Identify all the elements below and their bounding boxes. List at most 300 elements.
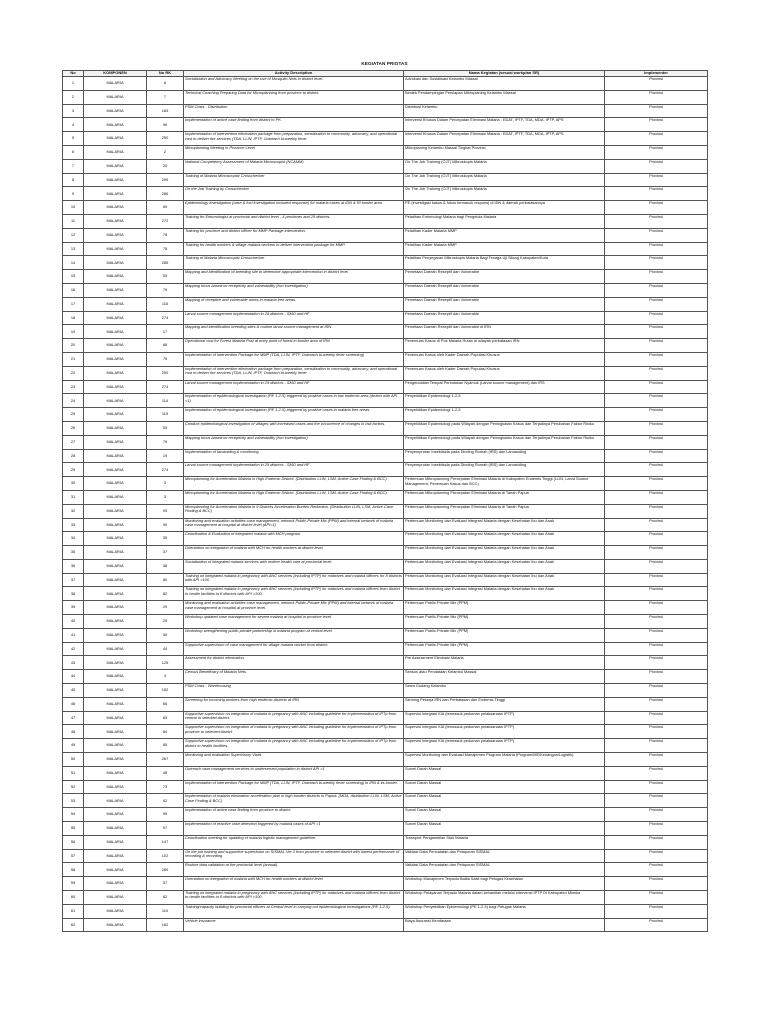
implementer-cell: Provinsi [605, 449, 708, 463]
komponen-cell: MALARIA [84, 297, 147, 311]
no-rk-cell: 53 [147, 421, 184, 435]
table-row [63, 518, 708, 532]
implementer-cell: Provinsi [605, 822, 708, 836]
no-rk-cell: 97 [147, 822, 184, 836]
row-number: 12 [63, 228, 84, 242]
nama-kegiatan-cell: Advokasi dan Sosialisasi Kelambu Massal [404, 77, 605, 91]
no-rk-cell: 125 [147, 656, 184, 670]
no-rk-cell: 114 [147, 394, 184, 408]
row-number: 6 [63, 145, 84, 159]
implementer-cell: Provinsi [605, 656, 708, 670]
komponen-cell: MALARIA [84, 849, 147, 863]
implementer-cell: Provinsi [605, 546, 708, 560]
row-number: 3 [63, 104, 84, 118]
implementer-cell: Provinsi [605, 366, 708, 380]
implementer-cell: Provinsi [605, 159, 708, 173]
komponen-cell: MALARIA [84, 421, 147, 435]
implementer-cell: Provinsi [605, 463, 708, 477]
implementer-cell: Provinsi [605, 118, 708, 132]
no-rk-cell: 3 [147, 477, 184, 491]
table-row [63, 532, 708, 546]
no-rk-cell: 102 [147, 849, 184, 863]
row-number: 36 [63, 559, 84, 573]
implementer-cell: Provinsi [605, 256, 708, 270]
table-row [63, 904, 708, 918]
row-number: 59 [63, 877, 84, 891]
row-number: 19 [63, 325, 84, 339]
row-number: 52 [63, 780, 84, 794]
no-rk-cell: 79 [147, 283, 184, 297]
activity-description-cell: Implementation of intervention Package for MMP (TDA, LLIN, IPTF, Outreach bi-weekly fever screening) [184, 352, 404, 366]
komponen-cell: MALARIA [84, 366, 147, 380]
no-rk-cell: 80 [147, 573, 184, 587]
activity-description-cell: Larvai source management implementation in 29 districts - SMO and HF [184, 380, 404, 394]
activity-description-cell: PSM Costs - Distribution [184, 104, 404, 118]
komponen-cell: MALARIA [84, 877, 147, 891]
activity-description-cell: Monitoring and evaluation activities case management, network Public-Private Mix (PPM) and internal network of malaria case management at hospital at province level. [184, 601, 404, 615]
table-row [63, 297, 708, 311]
nama-kegiatan-cell: Penyelidikan Epidemiologi pada Wilayah dengan Peningkatan Kasus dan Terjadinya Perubahan Faktor Risiko [404, 435, 605, 449]
no-rk-cell: 38 [147, 559, 184, 573]
implementer-cell: Provinsi [605, 615, 708, 629]
nama-kegiatan-cell: Supervisi Integrasi KIA (termasuk pedoman pelaksanaan IPTP) [404, 711, 605, 725]
row-number: 28 [63, 449, 84, 463]
no-rk-cell: 29 [147, 615, 184, 629]
table-row [63, 642, 708, 656]
activity-description-cell: Training/capacity building for provincial officers at Central level in carrying out epidemiological investigations (PE 1-2-5). [184, 904, 404, 918]
nama-kegiatan-cell: Sensus atau Pendataan Kelambu Massal [404, 670, 605, 684]
table-row [63, 311, 708, 325]
table-row [63, 656, 708, 670]
activity-description-cell: Coordination meeting for updating of malaria logistic management guideline. [184, 835, 404, 849]
table-row [63, 711, 708, 725]
nama-kegiatan-cell: Skrining Pekerja IRN dan Perbatasan dan Endemis Tinggi [404, 697, 605, 711]
komponen-cell: MALARIA [84, 449, 147, 463]
nama-kegiatan-cell: Pertemuan Monitoring dan Evaluasi Integrasi Malaria dengan Kesehatan Ibu dan Anak [404, 587, 605, 601]
komponen-cell: MALARIA [84, 794, 147, 808]
implementer-cell: Provinsi [605, 173, 708, 187]
komponen-cell: MALARIA [84, 311, 147, 325]
activity-description-cell: Microplanning for Acceleration Malaria in 9 Districts Acceleration Burden Reduction. (Distribution LLIN, LSM, Active Case Finding & BCC) [184, 504, 404, 518]
nama-kegiatan-cell: PE (investigasi kasus & fokus termasuk respons) di IDN & daerah perbatasannya [404, 201, 605, 215]
row-number: 26 [63, 421, 84, 435]
activity-description-cell: On the Job Training by Crosschecker [184, 187, 404, 201]
implementer-cell: Provinsi [605, 849, 708, 863]
no-rk-cell: 183 [147, 104, 184, 118]
header-implementer: Implementer [605, 71, 708, 77]
table-row [63, 587, 708, 601]
table-row [63, 394, 708, 408]
table-row [63, 739, 708, 753]
table-row [63, 849, 708, 863]
row-number: 20 [63, 339, 84, 353]
no-rk-cell: 68 [147, 339, 184, 353]
activity-description-cell: Implementation of malaria elimination acceleration plan in high burden districts in Papua. (MDA, distribution LLIN, LSM, Active Case Finding & BCC) [184, 794, 404, 808]
table-row [63, 601, 708, 615]
table-row [63, 408, 708, 422]
komponen-cell: MALARIA [84, 684, 147, 698]
no-rk-cell: 30 [147, 628, 184, 642]
activity-description-cell: Supportive supervision on integration of malaria in pregnancy with ANC including guideline for implementation of IPTp from central to selected district. [184, 711, 404, 725]
row-number: 13 [63, 242, 84, 256]
row-number: 46 [63, 697, 84, 711]
row-number: 54 [63, 808, 84, 822]
no-rk-cell: 83 [147, 711, 184, 725]
implementer-cell: Provinsi [605, 780, 708, 794]
no-rk-cell: 17 [147, 325, 184, 339]
implementer-cell: Provinsi [605, 684, 708, 698]
activity-description-cell: National Competency Assessment of Malaria Microscopist (NCAMM) [184, 159, 404, 173]
no-rk-cell: 250 [147, 132, 184, 146]
row-number: 47 [63, 711, 84, 725]
komponen-cell: MALARIA [84, 573, 147, 587]
implementer-cell: Provinsi [605, 325, 708, 339]
nama-kegiatan-cell: Pertemuan Mikroplanning Percepatan Eliminasi Malaria di Tanah Papua [404, 504, 605, 518]
table-row [63, 352, 708, 366]
row-number: 56 [63, 835, 84, 849]
komponen-cell: MALARIA [84, 711, 147, 725]
row-number: 16 [63, 283, 84, 297]
implementer-cell: Provinsi [605, 297, 708, 311]
implementer-cell: Provinsi [605, 573, 708, 587]
activity-description-cell: Mapping and identification of breeding site to determine appropriate intervention in district level [184, 270, 404, 284]
activity-description-cell: Microplanning for Acceleration Malaria in High Endemic District. (Distribution LLIN, LSM, Active Case Finding & BCC) [184, 477, 404, 491]
header-komponen: KOMPONEN [84, 71, 147, 77]
nama-kegiatan-cell: Pemetaan Daerah Reseptif dan Vulnerable [404, 297, 605, 311]
no-rk-cell: 115 [147, 408, 184, 422]
no-rk-cell: 37 [147, 546, 184, 560]
activity-description-cell: Implementation of active case finding from province to district. [184, 808, 404, 822]
activity-description-cell: Technical Coaching Preparing Data for Microplanning from province to district. [184, 90, 404, 104]
no-rk-cell: 3 [147, 490, 184, 504]
implementer-cell: Provinsi [605, 435, 708, 449]
nama-kegiatan-cell: Distribusi Kelambu [404, 104, 605, 118]
nama-kegiatan-cell: Penemuan Kasus oleh Kader Daerah Populasi Khusus [404, 352, 605, 366]
implementer-cell: Provinsi [605, 601, 708, 615]
row-number: 62 [63, 918, 84, 932]
table-body [63, 77, 708, 932]
no-rk-cell: 285 [147, 256, 184, 270]
implementer-cell: Provinsi [605, 739, 708, 753]
table-row [63, 808, 708, 822]
activity-table [62, 70, 708, 932]
implementer-cell: Provinsi [605, 670, 708, 684]
nama-kegiatan-cell: Pemetaan Daerah Reseptif dan Vulnerable [404, 270, 605, 284]
row-number: 31 [63, 490, 84, 504]
implementer-cell: Provinsi [605, 697, 708, 711]
table-row [63, 918, 708, 932]
activity-description-cell: Larvai source management implementation in 29 districts - SMO and HF [184, 463, 404, 477]
nama-kegiatan-cell: Pelatihan Entomologi Malaria bagi Pengelola Malaria [404, 214, 605, 228]
table-row [63, 628, 708, 642]
row-number: 4 [63, 118, 84, 132]
no-rk-cell: 2 [147, 145, 184, 159]
implementer-cell: Provinsi [605, 380, 708, 394]
activity-description-cell: Mapping focus based on receptivity and vulnerability (foci investigation) [184, 435, 404, 449]
komponen-cell: MALARIA [84, 394, 147, 408]
implementer-cell: Provinsi [605, 725, 708, 739]
nama-kegiatan-cell: Pertemuan Public-Private Mix (PPM) [404, 628, 605, 642]
activity-description-cell: Training for health workers & village malaria workers to deliver intervention package for MMP. [184, 242, 404, 256]
no-rk-cell: 7 [147, 90, 184, 104]
table-row [63, 697, 708, 711]
table-row [63, 118, 708, 132]
table-row [63, 132, 708, 146]
implementer-cell: Provinsi [605, 587, 708, 601]
komponen-cell: MALARIA [84, 918, 147, 932]
activity-description-cell: Training for Entomologist at provincial and district level - 4 provinces and 29 districts. [184, 214, 404, 228]
komponen-cell: MALARIA [84, 863, 147, 877]
komponen-cell: MALARIA [84, 145, 147, 159]
nama-kegiatan-cell: Penyemprotan Insektisida pada Dinding Rumah (IRS) dan Larvasiding [404, 449, 605, 463]
implementer-cell: Provinsi [605, 532, 708, 546]
activity-description-cell: Supportive supervision on integration of malaria in pregnancy with ANC including guideline for implementation of IPTp from province to selected district. [184, 725, 404, 739]
nama-kegiatan-cell: Biaya Asuransi Kendaraan [404, 918, 605, 932]
nama-kegiatan-cell: Supervisi Integrasi KIA (termasuk pedoman pelaksanaan IPTP) [404, 725, 605, 739]
no-rk-cell: 37 [147, 877, 184, 891]
implementer-cell: Provinsi [605, 132, 708, 146]
activity-description-cell: Training on integrated malaria in pregnancy with ANC services (including IPTP) for midwives and malaria officers from district to health facilities in 8 districts with API >100. [184, 891, 404, 905]
no-rk-cell: 4 [147, 670, 184, 684]
activity-description-cell: Implementation of larvaciding & monitoring. [184, 449, 404, 463]
table-row [63, 325, 708, 339]
komponen-cell: MALARIA [84, 656, 147, 670]
no-rk-cell: 73 [147, 780, 184, 794]
nama-kegiatan-cell: On The Job Training (OJT) Mikroskopis Malaria [404, 187, 605, 201]
implementer-cell: Provinsi [605, 187, 708, 201]
row-number: 38 [63, 587, 84, 601]
activity-description-cell: Supportive supervision of case management for village malaria worker from district. [184, 642, 404, 656]
nama-kegiatan-cell: Penyelidikan Epidemiologi 1-2-5 [404, 394, 605, 408]
no-rk-cell: 35 [147, 532, 184, 546]
nama-kegiatan-cell: Pengendalian Tempat Perindukan Nyamuk (Larvai source management) dan IRS [404, 380, 605, 394]
komponen-cell: MALARIA [84, 490, 147, 504]
activity-description-cell: Microplanning for Acceleration Malaria in High Endemic District. (Distribution LLIN, LSM, Active Case Finding & BCC) [184, 490, 404, 504]
row-number: 51 [63, 766, 84, 780]
komponen-cell: MALARIA [84, 435, 147, 449]
komponen-cell: MALARIA [84, 270, 147, 284]
table-row [63, 201, 708, 215]
komponen-cell: MALARIA [84, 214, 147, 228]
no-rk-cell: 182 [147, 684, 184, 698]
no-rk-cell: 272 [147, 214, 184, 228]
row-number: 43 [63, 656, 84, 670]
row-number: 48 [63, 725, 84, 739]
no-rk-cell: 82 [147, 891, 184, 905]
nama-kegiatan-cell: Pelatihan Kader Malaria MMP [404, 242, 605, 256]
table-row [63, 90, 708, 104]
table-row [63, 780, 708, 794]
row-number: 29 [63, 463, 84, 477]
table-row [63, 366, 708, 380]
table-row [63, 684, 708, 698]
activity-description-cell: Monitoring and evaluation activities case management, network Public-Private Mix (PPM) and internal network of malaria case management at hospital at district level (API<1) [184, 518, 404, 532]
nama-kegiatan-cell: Survei Darah Massal [404, 808, 605, 822]
row-number: 24 [63, 394, 84, 408]
table-row [63, 670, 708, 684]
activity-description-cell: Vehicle insurance [184, 918, 404, 932]
komponen-cell: MALARIA [84, 228, 147, 242]
nama-kegiatan-cell: Pemetaan Daerah Reseptif dan Vulnerable [404, 311, 605, 325]
activity-description-cell: Training on integrated malaria in pregnancy with ANC services (including IPTP) for midwives and malaria officers from district to health facilities in 8 districts with API >100. [184, 587, 404, 601]
row-number: 50 [63, 753, 84, 767]
no-rk-cell: 90 [147, 518, 184, 532]
komponen-cell: MALARIA [84, 642, 147, 656]
activity-description-cell: Orientation on integration of malaria with MCH for health workers at district level. [184, 546, 404, 560]
implementer-cell: Provinsi [605, 490, 708, 504]
table-row [63, 435, 708, 449]
komponen-cell: MALARIA [84, 559, 147, 573]
no-rk-cell: 92 [147, 794, 184, 808]
activity-description-cell: Assessment for district elimination. [184, 656, 404, 670]
activity-description-cell: Socialization of integrated malaria services with mother health care at provincial level. [184, 559, 404, 573]
table-row [63, 877, 708, 891]
no-rk-cell: 53 [147, 270, 184, 284]
komponen-cell: MALARIA [84, 325, 147, 339]
row-number: 21 [63, 352, 84, 366]
nama-kegiatan-cell: Pertemuan Monitoring dan Evaluasi Integrasi Malaria dengan Kesehatan Ibu dan Anak [404, 546, 605, 560]
row-number: 61 [63, 904, 84, 918]
komponen-cell: MALARIA [84, 532, 147, 546]
komponen-cell: MALARIA [84, 463, 147, 477]
row-number: 32 [63, 504, 84, 518]
implementer-cell: Provinsi [605, 891, 708, 905]
no-rk-cell: 75 [147, 352, 184, 366]
row-number: 27 [63, 435, 84, 449]
komponen-cell: MALARIA [84, 283, 147, 297]
implementer-cell: Provinsi [605, 394, 708, 408]
table-row [63, 242, 708, 256]
no-rk-cell: 84 [147, 725, 184, 739]
komponen-cell: MALARIA [84, 697, 147, 711]
nama-kegiatan-cell: Survei Darah Massal [404, 794, 605, 808]
komponen-cell: MALARIA [84, 90, 147, 104]
komponen-cell: MALARIA [84, 477, 147, 491]
nama-kegiatan-cell: Supervisi Monitoring dan Evaluasi Manajemen Program Malaria (Program/ME/Keuangan/Logistik) [404, 753, 605, 767]
nama-kegiatan-cell: Workshop Penyelidikan Epidemiologi (PE 1-2-5) bagi Petugas Malaria [404, 904, 605, 918]
row-number: 11 [63, 214, 84, 228]
implementer-cell: Provinsi [605, 145, 708, 159]
activity-description-cell: Census Beneficiary of Malaria Nets. [184, 670, 404, 684]
no-rk-cell: 274 [147, 380, 184, 394]
komponen-cell: MALARIA [84, 518, 147, 532]
row-number: 40 [63, 615, 84, 629]
table-row [63, 339, 708, 353]
no-rk-cell: 274 [147, 311, 184, 325]
row-number: 39 [63, 601, 84, 615]
implementer-cell: Provinsi [605, 504, 708, 518]
implementer-cell: Provinsi [605, 408, 708, 422]
implementer-cell: Provinsi [605, 808, 708, 822]
implementer-cell: Provinsi [605, 628, 708, 642]
activity-description-cell: Supportive supervision on integration of malaria in pregnancy with ANC including guideline for implementation of IPTp from district to health facilities. [184, 739, 404, 753]
komponen-cell: MALARIA [84, 159, 147, 173]
implementer-cell: Provinsi [605, 421, 708, 435]
nama-kegiatan-cell: Pertemuan Monitoring dan Evaluasi Integrasi Malaria dengan Kesehatan Ibu dan Anak [404, 573, 605, 587]
activity-description-cell: Implementation of intervention elimination package from preparation, sensitization to community, advocacy, and operational cost to deliver the services (TDA, LLIN, IPTF, Outreach bi-weekly fever [184, 132, 404, 146]
implementer-cell: Provinsi [605, 270, 708, 284]
implementer-cell: Provinsi [605, 228, 708, 242]
nama-kegiatan-cell: Pertemuan Monitoring dan Evaluasi Integrasi Malaria dengan Kesehatan Ibu dan Anak [404, 518, 605, 532]
komponen-cell: MALARIA [84, 615, 147, 629]
table-row [63, 214, 708, 228]
activity-description-cell: Monitoring and evaluation Supervisory Visits [184, 753, 404, 767]
table-row [63, 477, 708, 491]
nama-kegiatan-cell: Supervisi Integrasi KIA (termasuk pedoman pelaksanaan IPTP) [404, 739, 605, 753]
activity-description-cell: Implementation of active case finding from district to PK. [184, 118, 404, 132]
komponen-cell: MALARIA [84, 766, 147, 780]
row-number: 53 [63, 794, 84, 808]
no-rk-cell: 96 [147, 118, 184, 132]
nama-kegiatan-cell: Pemetaan Daerah Reseptif dan Vulnerable di IRN [404, 325, 605, 339]
row-number: 33 [63, 518, 84, 532]
implementer-cell: Provinsi [605, 559, 708, 573]
komponen-cell: MALARIA [84, 601, 147, 615]
row-number: 5 [63, 132, 84, 146]
row-number: 55 [63, 822, 84, 836]
table-row [63, 766, 708, 780]
row-number: 58 [63, 863, 84, 877]
header-nama-kegiatan: Nama Kegiatan (sesuai workplan SR) [404, 71, 605, 77]
no-rk-cell: 295 [147, 173, 184, 187]
komponen-cell: MALARIA [84, 587, 147, 601]
table-row [63, 615, 708, 629]
komponen-cell: MALARIA [84, 173, 147, 187]
nama-kegiatan-cell: Pemetaan Daerah Reseptif dan Vulnerable [404, 283, 605, 297]
nama-kegiatan-cell: Validasi Data Pencatatan dan Pelaporan SISMAL [404, 849, 605, 863]
nama-kegiatan-cell: Mikroplaning Kelambu Massal Tingkat Provinsi [404, 145, 605, 159]
table-row [63, 228, 708, 242]
table-row [63, 104, 708, 118]
activity-description-cell: Conduct epidemiological investigation of villages with increased cases and the occurrence of changes in risk factors. [184, 421, 404, 435]
activity-description-cell: Larvai source management implementation in 29 districts - SMO and HF [184, 311, 404, 325]
row-number: 23 [63, 380, 84, 394]
no-rk-cell: 82 [147, 587, 184, 601]
implementer-cell: Provinsi [605, 835, 708, 849]
row-number: 8 [63, 173, 84, 187]
activity-description-cell: Operational cost for Forest Malaria Post at entry point of forest in border area of IRN [184, 339, 404, 353]
no-rk-cell: 29 [147, 601, 184, 615]
komponen-cell: MALARIA [84, 352, 147, 366]
implementer-cell: Provinsi [605, 339, 708, 353]
row-number: 1 [63, 77, 84, 91]
row-number: 35 [63, 546, 84, 560]
no-rk-cell: 147 [147, 835, 184, 849]
komponen-cell: MALARIA [84, 77, 147, 91]
row-number: 18 [63, 311, 84, 325]
nama-kegiatan-cell: Pertemuan Monitoring dan Evaluasi Integrasi Malaria dengan Kesehatan Ibu dan Anak [404, 532, 605, 546]
implementer-cell: Provinsi [605, 766, 708, 780]
table-row [63, 504, 708, 518]
table-row [63, 559, 708, 573]
implementer-cell: Provinsi [605, 518, 708, 532]
activity-description-cell: Routine data validation at the provincial level (annual). [184, 863, 404, 877]
komponen-cell: MALARIA [84, 835, 147, 849]
table-row [63, 270, 708, 284]
activity-description-cell: Coordination & Evaluation of integrated malaria with MCH program. [184, 532, 404, 546]
komponen-cell: MALARIA [84, 408, 147, 422]
nama-kegiatan-cell: Pertemuan Mikroplanning Percepatan Eliminasi Malaria di Tanah Papua [404, 490, 605, 504]
row-number: 25 [63, 408, 84, 422]
table-row [63, 449, 708, 463]
activity-description-cell: Implementation of intervention Package for MMP (TDA, LLIN, IPTF, Outreach bi-weekly fever screening) in IRN & its border. [184, 780, 404, 794]
no-rk-cell: 20 [147, 159, 184, 173]
activity-description-cell: Training of Malaria Microscopist Crosschecker [184, 256, 404, 270]
nama-kegiatan-cell: Pre Assessment Eliminasi Malaria [404, 656, 605, 670]
implementer-cell: Provinsi [605, 877, 708, 891]
table-row [63, 159, 708, 173]
no-rk-cell: 267 [147, 753, 184, 767]
